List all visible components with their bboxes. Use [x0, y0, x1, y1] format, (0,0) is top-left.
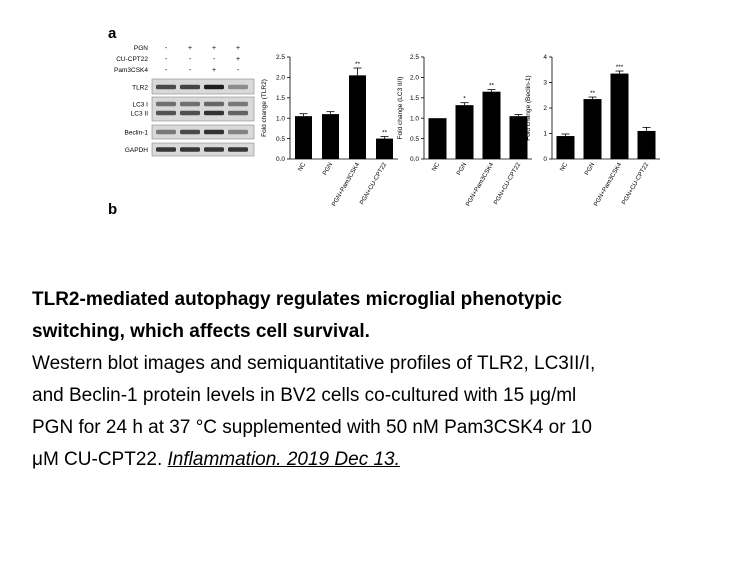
panel-label-a: a	[108, 25, 117, 42]
blot-band	[180, 102, 200, 106]
blot-membrane	[152, 97, 254, 121]
blot-band	[180, 111, 200, 115]
bar	[349, 75, 366, 159]
blot-band	[156, 85, 176, 89]
significance-mark: **	[354, 61, 361, 69]
x-tick-label: NC	[296, 161, 308, 173]
y-tick-label: 0.5	[275, 135, 285, 143]
treatment-mark: -	[164, 56, 168, 63]
significance-mark: **	[381, 129, 388, 137]
treatment-mark: -	[188, 56, 192, 63]
treatment-label: PGN	[133, 45, 148, 52]
blot-band	[204, 111, 224, 115]
bar-chart	[397, 54, 532, 208]
treatment-mark: -	[164, 67, 168, 74]
band-label: Beclin-1	[124, 129, 148, 137]
x-tick-label: PGN+CU-CPT22	[358, 161, 389, 206]
caption-body	[32, 348, 732, 476]
bar	[584, 99, 602, 159]
y-tick-label: 2	[543, 105, 547, 113]
caption-title-line: TLR2-mediated autophagy regulates microglial phenotypic	[32, 289, 562, 310]
significance-mark: **	[589, 90, 596, 98]
treatment-mark: +	[211, 45, 217, 52]
x-tick-label: PGN	[321, 161, 335, 177]
y-tick-label: 1	[543, 130, 547, 138]
treatment-mark: -	[164, 45, 168, 52]
y-tick-label: 0.0	[275, 156, 285, 164]
caption-body-line: μM CU-CPT22.	[32, 449, 163, 470]
treatment-mark: +	[235, 56, 241, 63]
y-tick-label: 2.0	[275, 74, 285, 82]
y-tick-label: 1.5	[275, 95, 285, 102]
figure	[0, 0, 756, 215]
blot-band	[228, 102, 248, 106]
y-tick-label: 2.5	[409, 54, 419, 62]
blot-band	[204, 130, 224, 134]
x-tick-label: NC	[430, 161, 442, 173]
x-tick-label: PGN+Pam3CSK4	[592, 161, 624, 208]
y-axis-label: Fold change (LC3 II/I)	[397, 76, 404, 140]
x-tick-label: PGN	[583, 161, 597, 177]
bar	[429, 118, 447, 159]
y-tick-label: 1.0	[409, 115, 419, 123]
bar	[638, 131, 656, 159]
x-tick-label: PGN+Pam3CSK4	[464, 161, 496, 208]
blot-band	[228, 111, 248, 115]
y-tick-label: 4	[543, 54, 547, 62]
bar	[557, 136, 575, 159]
y-tick-label: 1.0	[275, 115, 285, 123]
x-tick-label: PGN	[455, 161, 469, 177]
blot-band	[228, 147, 248, 151]
treatment-mark: +	[211, 67, 217, 74]
band-label: TLR2	[132, 84, 148, 92]
treatment-mark: +	[235, 45, 241, 52]
blot-band	[204, 147, 224, 151]
band-label: LC3 I	[132, 101, 148, 109]
treatment-mark: -	[212, 56, 216, 63]
treatment-mark: -	[188, 67, 192, 74]
band-label: GAPDH	[124, 146, 148, 154]
figure-caption	[32, 284, 732, 476]
y-tick-label: 0.5	[409, 135, 419, 143]
caption-body-line: PGN for 24 h at 37 °C supplemented with 50 nM Pam3CSK4 or 10	[32, 417, 592, 438]
caption-body-line: and Beclin-1 protein levels in BV2 cells co-cultured with 15 μg/ml	[32, 385, 577, 406]
y-tick-label: 2.0	[409, 74, 419, 82]
band-label: LC3 II	[130, 110, 148, 118]
caption-body-line: Western blot images and semiquantitative profiles of TLR2, LC3II/I,	[32, 353, 596, 374]
bar	[483, 92, 501, 159]
blot-band	[180, 85, 200, 89]
y-tick-label: 2.5	[275, 54, 285, 62]
caption-title	[32, 284, 732, 348]
significance-mark: ***	[615, 64, 624, 72]
treatment-label: Pam3CSK4	[114, 67, 148, 74]
treatment-mark: -	[236, 67, 240, 74]
treatment-mark: +	[187, 45, 193, 52]
panel-label-b: b	[108, 201, 118, 215]
bar	[611, 74, 629, 159]
bar	[295, 116, 312, 159]
x-tick-label: PGN+CU-CPT22	[620, 161, 651, 206]
blot-band	[156, 130, 176, 134]
citation-link[interactable]: Inflammation. 2019 Dec 13.	[167, 449, 400, 470]
y-tick-label: 0.0	[409, 156, 419, 164]
x-tick-label: PGN+Pam3CSK4	[330, 161, 362, 208]
bar	[456, 105, 474, 159]
blot-band	[156, 111, 176, 115]
blot-band	[228, 85, 248, 89]
blot-band	[180, 130, 200, 134]
blot-band	[156, 147, 176, 151]
western-blot	[114, 45, 254, 156]
blot-band	[156, 102, 176, 106]
significance-mark: *	[463, 95, 466, 103]
y-tick-label: 0	[543, 156, 547, 164]
treatment-label: CU-CPT22	[116, 56, 148, 63]
significance-mark: **	[488, 82, 495, 90]
blot-band	[180, 147, 200, 151]
y-tick-label: 1.5	[409, 95, 419, 102]
bar	[322, 114, 339, 159]
bar-charts	[261, 54, 660, 208]
bar-chart	[261, 54, 398, 208]
blot-band	[204, 102, 224, 106]
bar-chart	[525, 54, 660, 208]
bar	[376, 139, 393, 159]
caption-title-line: switching, which affects cell survival.	[32, 321, 370, 342]
y-axis-label: Fold change (Beclin-1)	[525, 75, 532, 141]
y-tick-label: 3	[543, 79, 547, 87]
figure-svg	[0, 0, 756, 215]
y-axis-label: Fold change (TLR2)	[261, 79, 268, 137]
blot-band	[228, 130, 248, 134]
x-tick-label: NC	[558, 161, 570, 173]
blot-band	[204, 85, 224, 89]
x-tick-label: PGN+CU-CPT22	[492, 161, 523, 206]
